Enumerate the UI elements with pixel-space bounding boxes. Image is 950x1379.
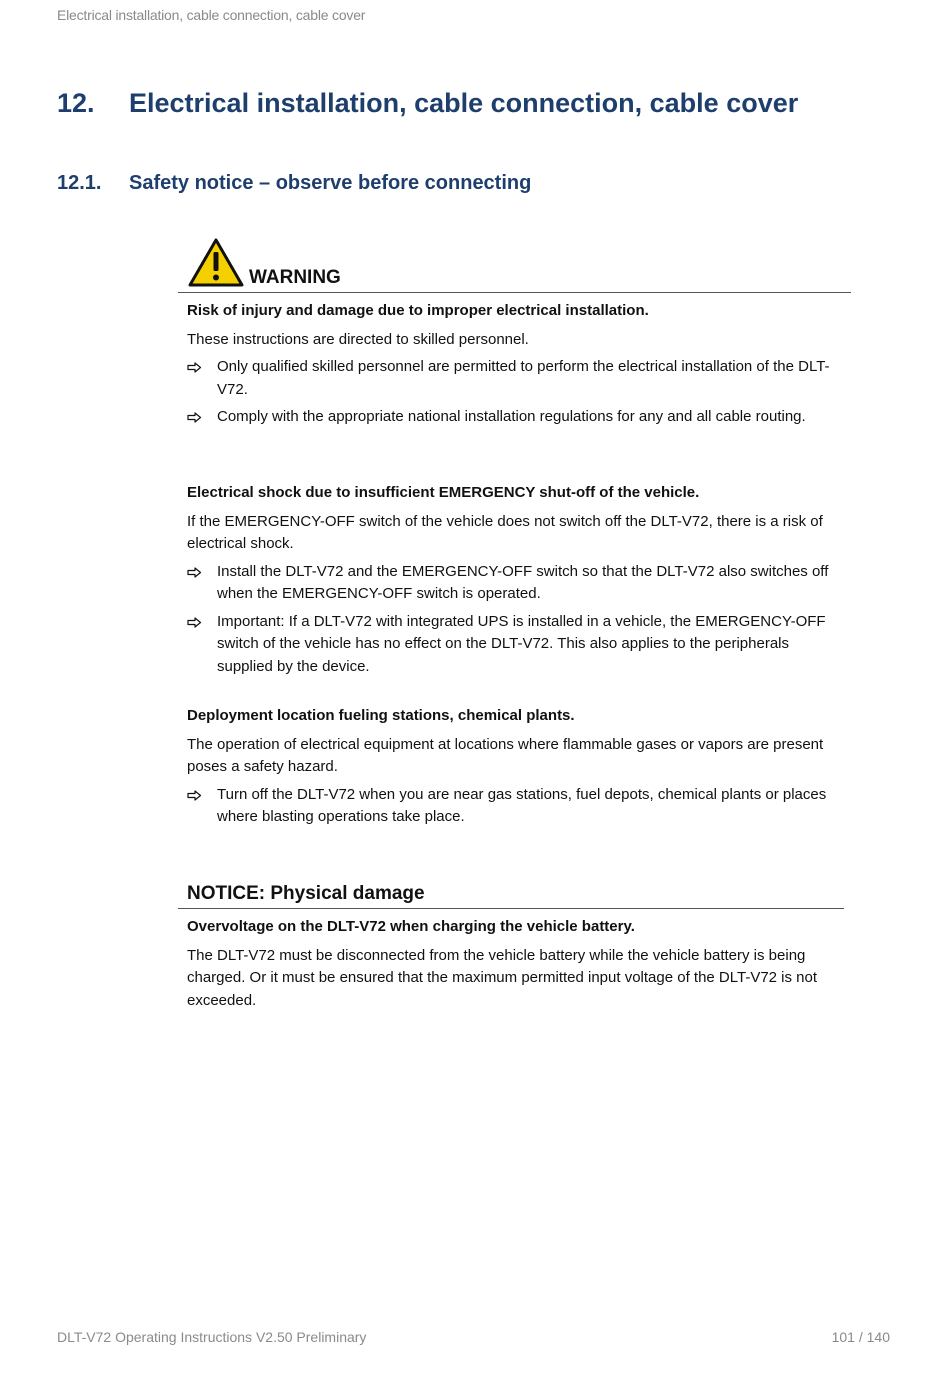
- warning-divider: [178, 292, 851, 293]
- list-item-text: Install the DLT-V72 and the EMERGENCY-OFF switch so that the DLT-V72 also switches off when the EMERGENCY-OFF switch is operated.: [217, 562, 829, 602]
- subsection-title: Safety notice – observe before connecting: [129, 172, 532, 194]
- list-item: [187, 406, 847, 429]
- list-item-text: Turn off the DLT-V72 when you are near gas stations, fuel depots, chemical plants or places where blasting operations take place.: [217, 785, 827, 825]
- hazard-block: [187, 300, 847, 429]
- arrow-right-icon: [187, 790, 202, 801]
- notice-block: [187, 916, 847, 1012]
- hazard-text: If the EMERGENCY-OFF switch of the vehicle does not switch off the DLT-V72, there is a risk of electrical shock.: [187, 512, 823, 552]
- list-item: [187, 611, 847, 679]
- notice-label: NOTICE: Physical damage: [187, 883, 425, 904]
- arrow-right-icon: [187, 567, 202, 578]
- hazard-block: [187, 705, 847, 829]
- list-item: [187, 784, 847, 829]
- hazard-title: Electrical shock due to insufficient EMERGENCY shut-off of the vehicle.: [187, 484, 700, 501]
- running-header: Electrical installation, cable connection, cable cover: [57, 7, 366, 23]
- subsection-number: 12.1.: [57, 172, 102, 194]
- section-number: 12.: [57, 88, 95, 118]
- list-item-text: Important: If a DLT-V72 with integrated UPS is installed in a vehicle, the EMERGENCY-OFF switch of the vehicle has no effect on the DLT-V72. This also applies to the peripherals supplied by the device.: [217, 612, 826, 675]
- hazard-block: [187, 482, 847, 678]
- notice-divider: [178, 908, 844, 909]
- warning-triangle-icon: [188, 238, 244, 288]
- section-title: Electrical installation, cable connection, cable cover: [129, 88, 799, 118]
- hazard-text: The operation of electrical equipment at locations where flammable gases or vapors are present poses a safety hazard.: [187, 735, 824, 775]
- list-item: [187, 561, 847, 606]
- arrow-right-icon: [187, 412, 202, 423]
- hazard-text: These instructions are directed to skilled personnel.: [187, 330, 529, 348]
- footer-page-number: 101 / 140: [831, 1329, 890, 1345]
- hazard-title: Risk of injury and damage due to improper electrical installation.: [187, 302, 649, 319]
- arrow-right-icon: [187, 617, 202, 628]
- list-item: [187, 356, 847, 401]
- footer-document-title: DLT-V72 Operating Instructions V2.50 Preliminary: [57, 1329, 367, 1345]
- hazard-title: Deployment location fueling stations, chemical plants.: [187, 707, 575, 724]
- arrow-right-icon: [187, 362, 202, 373]
- notice-title: Overvoltage on the DLT-V72 when charging the vehicle battery.: [187, 918, 635, 935]
- warning-label: WARNING: [249, 267, 341, 288]
- list-item-text: Only qualified skilled personnel are permitted to perform the electrical installation of the DLT-V72.: [217, 358, 830, 398]
- list-item-text: Comply with the appropriate national installation regulations for any and all cable routing.: [217, 408, 806, 425]
- notice-text: The DLT-V72 must be disconnected from the vehicle battery while the vehicle battery is being charged. Or it must be ensured that the maximum permitted input voltage of the DLT-V72 is not exceeded.: [187, 946, 818, 1009]
